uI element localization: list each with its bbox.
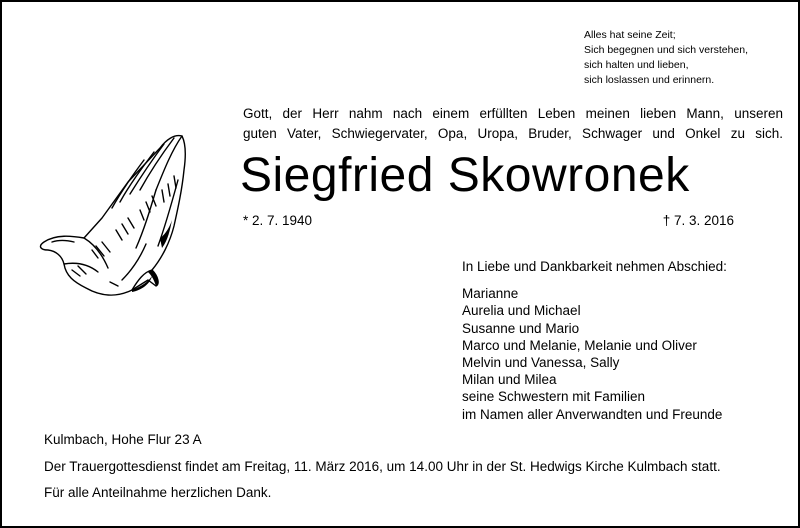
deceased-name: Siegfried Skowronek (240, 149, 690, 202)
quote-line: Sich begegnen und sich verstehen, (584, 44, 749, 56)
mourners-heading: In Liebe und Dankbarkeit nehmen Abschied: (462, 259, 727, 274)
praying-hands-icon (32, 130, 192, 308)
service-announcement: Der Trauergottesdienst findet am Freitag, 11. März 2016, um 14.00 Uhr in der St. Hedwigs Kirche Kulmbach statt. (44, 459, 721, 474)
death-date: † 7. 3. 2016 (662, 213, 734, 228)
mourner-name: seine Schwestern mit Familien (462, 389, 646, 405)
intro-line: guten Vater, Schwiegervater, Opa, Uropa, Bruder, Schwager und Onkel zu sich. (243, 126, 783, 141)
quote-block (584, 28, 794, 88)
thanks-note: Für alle Anteilnahme herzlichen Dank. (44, 485, 272, 500)
quote-line: Alles hat seine Zeit; (584, 29, 676, 41)
mourners-list (462, 258, 727, 423)
mourner-name: Aurelia und Michael (462, 303, 581, 319)
mourner-name: Susanne und Mario (462, 320, 580, 336)
quote-line: sich loslassen und erinnern. (584, 74, 715, 86)
mourner-name: Milan und Milea (462, 372, 557, 388)
intro-line: Gott, der Herr nahm nach einem erfüllten Leben meinen lieben Mann, unseren (243, 106, 783, 121)
birth-date: * 2. 7. 1940 (243, 213, 313, 228)
mourner-name: Marianne (462, 286, 519, 302)
mourner-name: Melvin und Vanessa, Sally (462, 355, 620, 371)
family-address: Kulmbach, Hohe Flur 23 A (44, 432, 202, 447)
mourner-name: Marco und Melanie, Melanie und Oliver (462, 337, 697, 353)
quote-line: sich halten und lieben, (584, 59, 689, 71)
intro-text (243, 104, 783, 144)
mourner-name: im Namen aller Anverwandten und Freunde (462, 406, 723, 422)
